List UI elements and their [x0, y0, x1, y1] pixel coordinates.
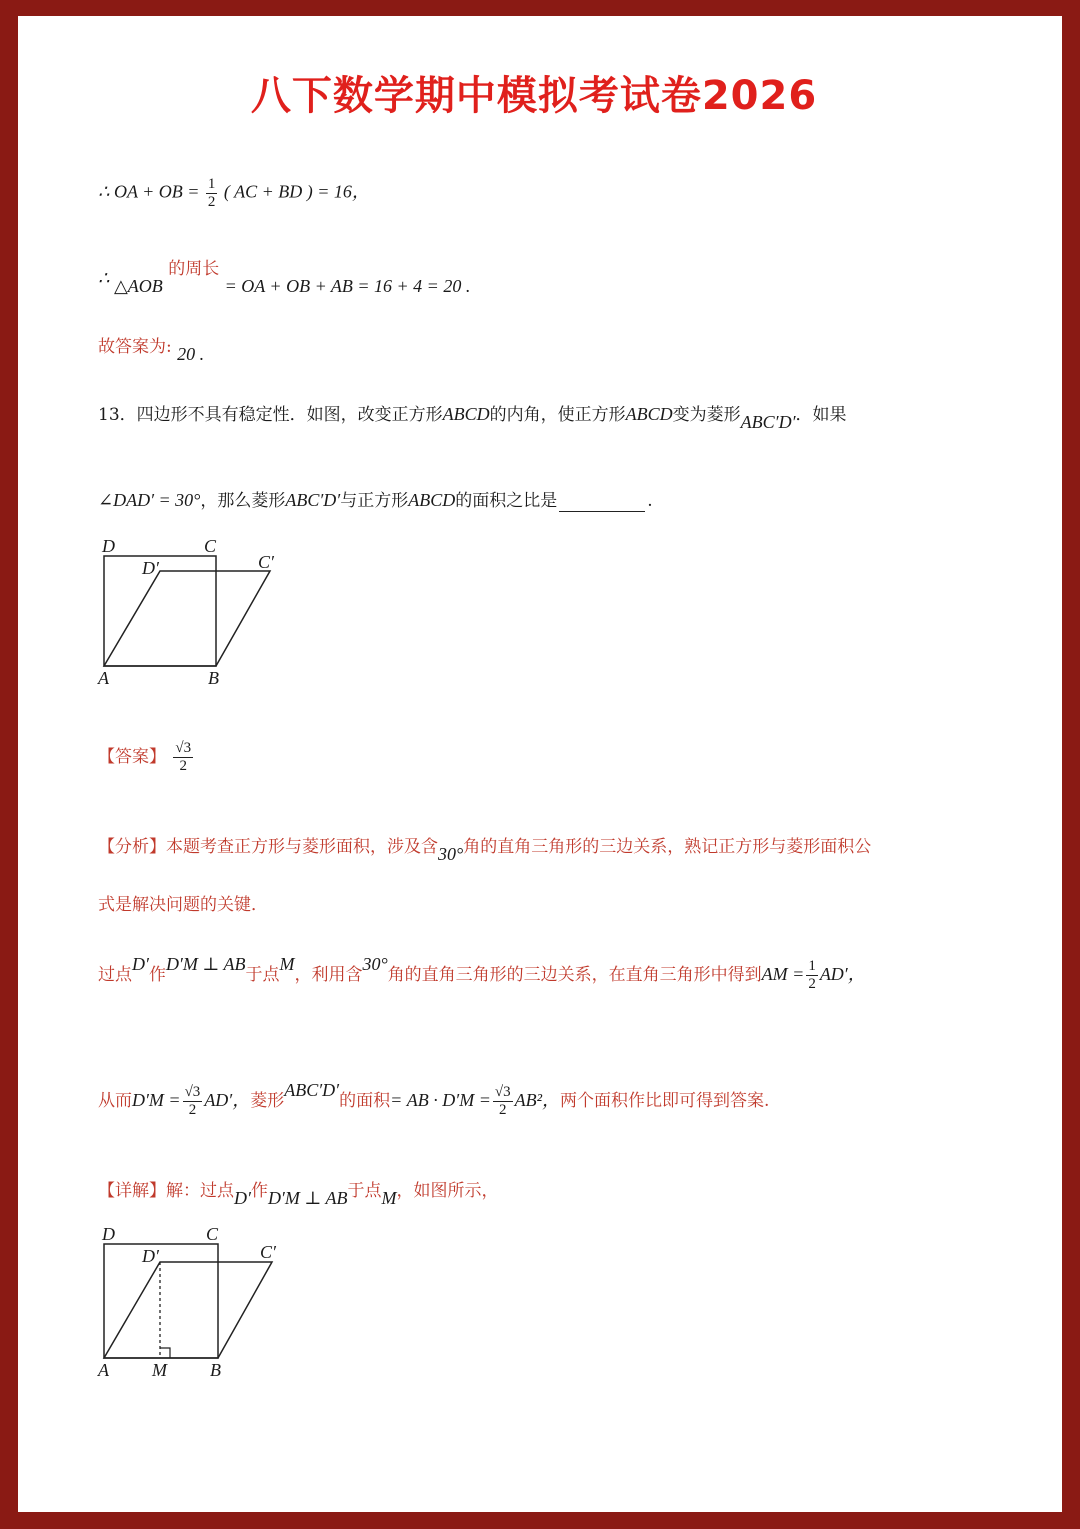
fraction: $\frac{√3}{2}$ [494, 1084, 511, 1118]
rhombus-abcd-prime [104, 1262, 272, 1358]
answer-line: 【答案】 $\frac{√3}{2}$ [98, 740, 192, 774]
analysis-line-2: 式是解决问题的关键． [98, 895, 268, 915]
label-c: C [206, 1224, 219, 1244]
label-d: D [102, 536, 115, 556]
fraction: $\frac{√3}{2}$ [184, 1084, 201, 1118]
detail-line: 【详解】解：过点D′作D′M ⊥ AB于点M，如图所示， [98, 1181, 499, 1208]
label-d-prime: D′ [142, 558, 159, 578]
label-b: B [208, 668, 219, 686]
analysis-line-3: 过点D′作D′M ⊥ AB于点M，利用含30°角的直角三角形的三边关系，在直角三角形中得到AM = $\frac{1}{2}$ AD′， [98, 954, 866, 992]
exam-page [18, 16, 1062, 1512]
label-m: M [152, 1360, 167, 1380]
label-a: A [98, 1360, 109, 1380]
label-d-prime: D′ [142, 1246, 159, 1266]
figure-rhombus-square [96, 536, 296, 686]
square-abcd [104, 1244, 218, 1358]
label-c-prime: C′ [260, 1242, 276, 1262]
right-angle-mark [160, 1348, 170, 1358]
label-c-prime: C′ [258, 552, 274, 572]
prev-line-3: 故答案为: 20 . [98, 337, 205, 364]
label-a: A [98, 668, 109, 686]
label-b: B [210, 1360, 221, 1380]
rhombus-abcd-prime [104, 571, 270, 666]
prev-line-2: ∴ △AOB 的周长 = OA + OB + AB = 16 + 4 = 20 . [98, 259, 471, 296]
fraction: $\frac{1}{2}$ [808, 958, 816, 992]
question-13-line-2: ∠DAD′ = 30°，那么菱形ABC′D′与正方形ABCD的面积之比是 . [98, 490, 653, 511]
fraction: $\frac{1}{2}$ [207, 176, 216, 210]
question-13-line-1: 13．四边形不具有稳定性．如图，改变正方形ABCD的内角，使正方形ABCD变为菱形ABC′D′．如果 [98, 404, 847, 432]
label-d: D [102, 1224, 115, 1244]
answer-blank [559, 491, 645, 512]
square-abcd [104, 556, 216, 666]
prev-line-1: ∴ OA + OB = $\frac{1}{2}$ ( AC + BD ) = 16， [98, 176, 370, 210]
figure-with-altitude [96, 1224, 306, 1384]
analysis-line-4: 从而D′M = $\frac{√3}{2}$ AD′，菱形ABC′D′的面积= AB · D′M = $\frac{√3}{2}$ AB²，两个面积作比即可得到答案. [98, 1080, 770, 1118]
label-c: C [204, 536, 217, 556]
answer-fraction: $\frac{√3}{2}$ [175, 740, 192, 774]
analysis-line-1: 【分析】本题考查正方形与菱形面积，涉及含30°角的直角三角形的三边关系，熟记正方形与菱形面积公 [98, 837, 872, 864]
page-title: 八下数学期中模拟考试卷2026 [250, 73, 818, 119]
